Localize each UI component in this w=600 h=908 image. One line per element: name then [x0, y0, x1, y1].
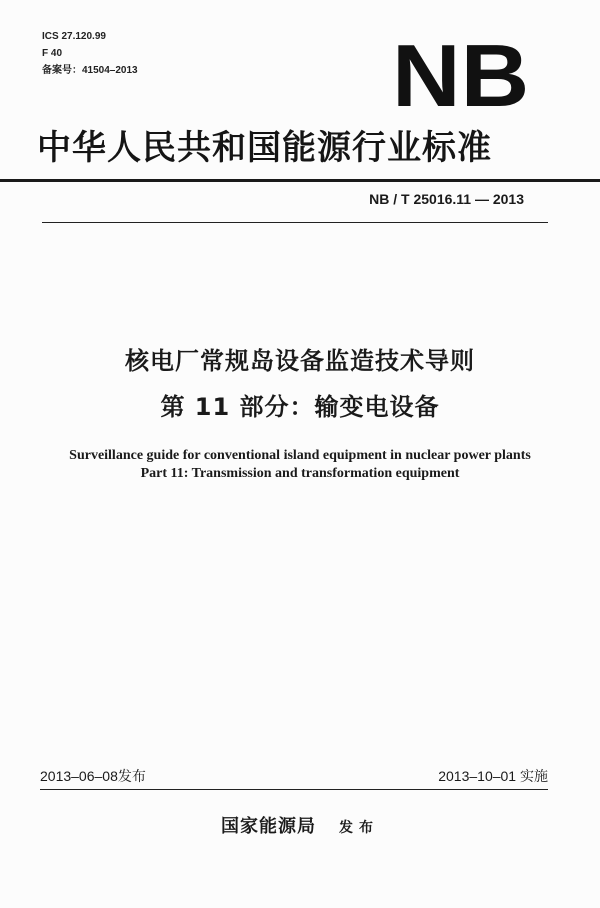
- title-divider: [42, 222, 548, 223]
- publisher-organization: 国家能源局: [220, 816, 316, 837]
- document-title-zh: 核电厂常规岛设备监造技术导则: [125, 347, 475, 375]
- ccs-code: F 40: [42, 48, 63, 59]
- publisher-line: [0, 812, 600, 838]
- footer-divider: [40, 789, 548, 790]
- header-divider: [0, 179, 600, 182]
- document-subtitle-en: Part 11: Transmission and transformation equipment: [140, 466, 460, 481]
- document-subtitle-zh: 第 11 部分：输变电设备: [160, 393, 440, 421]
- nb-logo: NB: [392, 26, 530, 125]
- ics-code: ICS 27.120.99: [42, 31, 106, 42]
- publisher-verb: 发布: [339, 820, 380, 836]
- classification-block: [42, 28, 138, 79]
- document-title-en: Surveillance guide for conventional island equipment in nuclear power plants: [69, 448, 531, 463]
- standard-number: NB / T 25016.11 — 2013: [369, 191, 524, 207]
- implementation-date: 2013–10–01 实施: [438, 768, 548, 784]
- standard-category-title: 中华人民共和国能源行业标准: [37, 128, 492, 168]
- filing-number: 备案号：41504–2013: [42, 65, 138, 76]
- issue-date: 2013–06–08发布: [40, 768, 146, 784]
